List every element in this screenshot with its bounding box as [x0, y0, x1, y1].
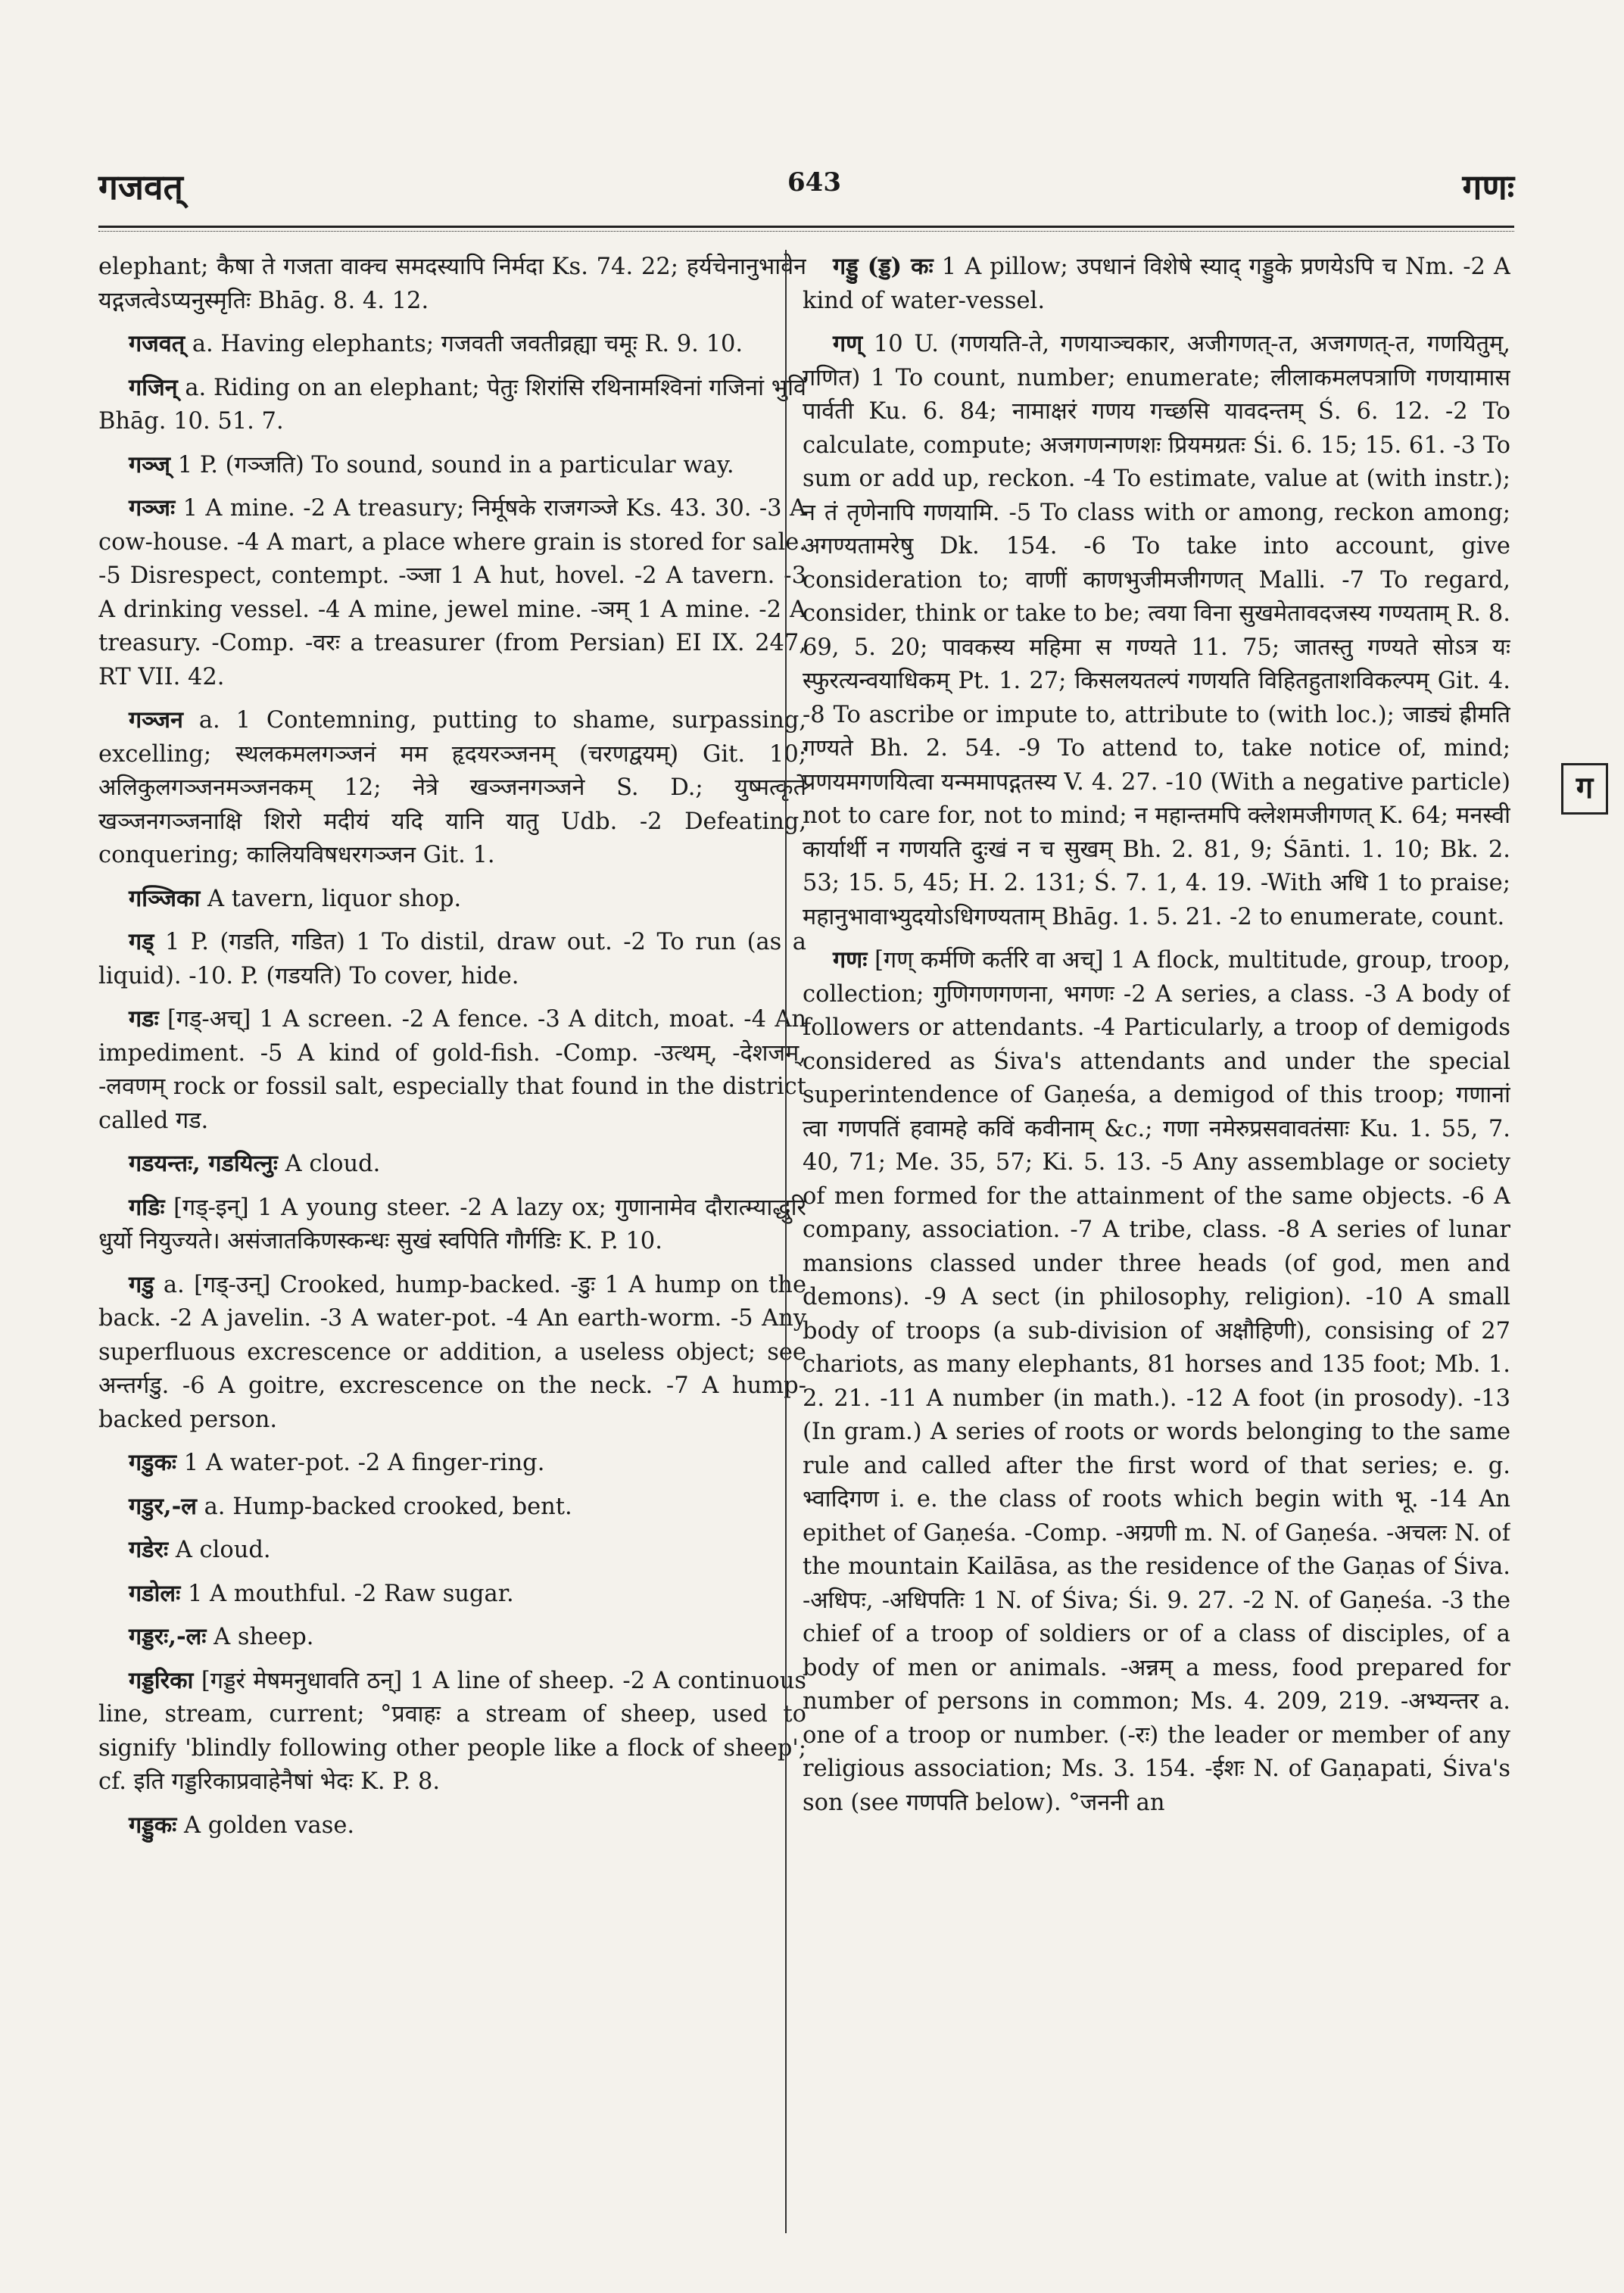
dictionary-entry [98, 1533, 806, 1568]
entry-text: 10 U. (गणयति-ते, गणयाञ्चकार, अजीगणत्-त, अजगणत्-त, गणयितुम्, गणित) 1 To count, number; enumerate; लीलाकमलपत्राणि गणयामास पार्वती Ku. 6. 84; नामाक्षरं गणय गच्छसि यावदन्तम् Ś. 6. 12. -2 To calculate, compute; अजगणन्गणशः प्रियमग्रतः Śi. 6. 15; 15. 61. -3 To sum or add up, reckon. -4 To estimate, value at (with instr.); न तं तृणेनापि गणयामि. -5 To class with or among, reckon among; अगण्यतामरेषु Dk. 154. -6 To take into account, give consideration to; वाणीं काणभुजीमजीगणत् Malli. -7 To regard, consider, think or take to be; त्वया विना सुखमेतावदजस्य गण्यताम् R. 8. 69, 5. 20; पावकस्य महिमा स गण्यते 11. 75; जातस्तु गण्यते सोऽत्र यः स्फुरत्यन्वयाधिकम् Pt. 1. 27; किसलयतल्पं गणयति विहितहुताशविकल्पम् Git. 4. -8 To ascribe or impute to, attribute to (with loc.); जाड्यं ह्रीमति गण्यते Bh. 2. 54. -9 To attend to, take notice of, mind; प्रणयमगणयित्वा यन्ममापद्गतस्य V. 4. 27. -10 (With a negative particle) not to care for, not to mind; न महान्तमपि क्लेशमजीगणत् K. 64; मनस्वी कार्यार्थी न गणयति दुःखं न च सुखम् Bh. 2. 81, 9; Śānti. 1. 10; Bk. 2. 53; 15. 5, 45; H. 2. 131; Ś. 7. 1, 4. 19. -With अधि 1 to praise; महानुभावाभ्युदयोऽधिगण्यताम् Bhāg. 1. 5. 21. -2 to enumerate, count. [803, 331, 1510, 930]
entry-headword: गडः [129, 1005, 159, 1033]
dictionary-entry [98, 882, 806, 917]
page-number: 643 [787, 167, 841, 198]
dictionary-entry [98, 1268, 806, 1438]
entry-headword: गञ्जः [129, 494, 176, 522]
entry-text: [गण् कर्मणि कर्तरि वा अच्] 1 A flock, multitude, group, troop, collection; गुणिगणगणना, भगणः -2 A series, a class. -3 A body of followers or attendants. -4 Particularly, a troop of demigods considered as Śiva's attendants and under the special superintendence of Gaṇeśa, a demigod of this troop; गणानां त्वा गणपतिं हवामहे कविं कवीनाम् &c.; गणा नमेरुप्रसवावतंसाः Ku. 1. 55, 7. 40, 71; Me. 35, 57; Ki. 5. 13. -5 Any assemblage or society of men formed for the attainment of the same objects. -6 A company, association. -7 A tribe, class. -8 A series of lunar mansions classed under three heads (of god, men and demons). -9 A sect (in philosophy, religion). -10 A small body of troops (a sub-division of अक्षौहिणी), consising of 27 chariots, as many elephants, 81 horses and 135 foot; Mb. 1. 2. 21. -11 A number (in math.). -12 A foot (in prosody). -13 (In gram.) A series of roots or words belonging to the same rule and called after the first word of that series; e. g. भ्वादिगण i. e. the class of roots which begin with भू. -14 An epithet of Gaṇeśa. -Comp. -अग्रणी m. N. of Gaṇeśa. -अचलः N. of the mountain Kailāsa, as the residence of the Gaṇas of Śiva. -अधिपः, -अधिपतिः 1 N. of Śiva; Śi. 9. 27. -2 N. of Gaṇeśa. -3 the chief of a troop of soldiers or of a class of disciples, of a body of men or animals. -अन्नम् a mess, food prepared for number of persons in common; Ms. 4. 209, 219. -अभ्यन्तर a. one of a troop or number. (-रः) the leader or member of any religious association; Ms. 3. 154. -ईशः N. of Gaṇapati, Śiva's son (see गणपति below). °जननी an [803, 947, 1510, 1816]
entry-headword: गड्डरिका [129, 1666, 194, 1694]
dictionary-entry [98, 703, 806, 873]
dictionary-entry [98, 1002, 806, 1138]
entry-text: a. [गड्-उन्] Crooked, hump-backed. -डुः 1 A hump on the back. -2 A javelin. -3 A water-pot. -4 An earth-worm. -5 Any superfluous excrescence or addition, a useless object; see अन्तर्गडु. -6 A goitre, excrescence on the neck. -7 A hump-backed person. [98, 1271, 806, 1433]
entry-text: A tavern, liquor shop. [207, 885, 462, 912]
dictionary-entry [98, 250, 806, 318]
dictionary-entry [98, 1577, 806, 1612]
entry-headword: गडुर,-ल [129, 1492, 197, 1520]
entry-headword: गडोलः [129, 1579, 181, 1607]
entry-text: A cloud. [285, 1151, 381, 1177]
dictionary-entry [803, 943, 1510, 1820]
header-dotted-rule [98, 231, 1514, 232]
entry-headword: गण् [833, 330, 863, 357]
entry-text: 1 P. (गडति, गडित) 1 To distil, draw out. -2 To run (as a liquid). -10. P. (गडयति) To cover, hide. [98, 929, 806, 989]
entry-text: a. 1 Contemning, putting to shame, surpassing, excelling; स्थलकमलगञ्जनं मम हृदयरञ्जनम् (चरणद्वयम्) Git. 10; अलिकुलगञ्जनमञ्जनकम् 12; नेत्रे खञ्जनगञ्जने S. D.; युष्मत्कृते खञ्जनगञ्जनाक्षि शिरो मदीयं यदि यानि यातु Udb. -2 Defeating, conquering; कालियविषधरगञ्जन Git. 1. [98, 707, 806, 868]
entry-headword: गणः [833, 946, 868, 974]
dictionary-entry [98, 448, 806, 483]
page-header [98, 163, 1514, 208]
entry-headword: गडयन्तः, गडयित्नुः [129, 1150, 278, 1177]
dictionary-entry [98, 1191, 806, 1259]
dictionary-entry [98, 1809, 806, 1843]
dictionary-entry [803, 327, 1510, 934]
dictionary-entry [98, 491, 806, 694]
entry-text: A cloud. [175, 1537, 271, 1563]
header-rule [98, 226, 1514, 228]
entry-text: a. Riding on an elephant; पेतुः शिरांसि रथिनामश्विनां गजिनां भुवि Bhāg. 10. 51. 7. [98, 374, 806, 435]
entry-text: a. Having elephants; गजवती जवतीव्रह्या चमूः R. 9. 10. [192, 331, 743, 357]
entry-text: A golden vase. [184, 1812, 355, 1839]
entry-text: [गड्डरं मेषमनुधावति ठन्] 1 A line of sheep. -2 A continuous line, stream, current; °प्रवाहः a stream of sheep, used to signify 'blindly following other people like a flock of sheep'; cf. इति गड्डरिकाप्रवाहेनैषां भेदः K. P. 8. [98, 1667, 806, 1795]
dictionary-entry [98, 925, 806, 993]
entry-headword: गञ्जन [129, 706, 183, 734]
entry-headword: गञ्ज् [129, 450, 171, 478]
entry-headword: गडेरः [129, 1536, 169, 1563]
entry-text: A sheep. [214, 1624, 314, 1650]
dictionary-entry [98, 1147, 806, 1182]
dictionary-entry [98, 327, 806, 362]
entry-headword: गड्डु (ड्ड) कः [833, 253, 934, 280]
entry-text: 1 P. (गञ्जति) To sound, sound in a particular way. [177, 451, 734, 478]
right-column [803, 250, 1510, 2233]
dictionary-entry [803, 250, 1510, 318]
entry-text: [गड्-अच्] 1 A screen. -2 A fence. -3 A ditch, moat. -4 An impediment. -5 A kind of gold-fish. -Comp. -उत्थम्, -देशजम्, -लवणम् rock or fossil salt, especially that found in the district called गड. [98, 1006, 806, 1134]
entry-text: [गड्-इन्] 1 A young steer. -2 A lazy ox; गुणानामेव दौरात्म्याद्धुरि धुर्यो नियुज्यते। असंजातकिणस्कन्धः सुखं स्वपिति गौर्गडिः K. P. 10. [98, 1194, 806, 1254]
entry-headword: गड्डरः,-लः [129, 1623, 207, 1650]
left-running-headword: गजवत् [98, 167, 183, 207]
dictionary-entry [98, 1620, 806, 1655]
entry-text: 1 A pillow; उपधानं विशेषे स्याद् गड्डुके प्रणयेऽपि च Nm. -2 A kind of water-vessel. [803, 254, 1510, 314]
entry-headword: गडु [129, 1270, 154, 1298]
left-column [98, 250, 806, 2233]
entry-headword: गजिन् [129, 373, 178, 401]
right-running-headword: गणः [1462, 167, 1514, 207]
dictionary-entry [98, 1664, 806, 1799]
dictionary-entry [98, 1446, 806, 1481]
entry-headword: गजवत् [129, 330, 185, 357]
entry-headword: गडुकः [129, 1449, 177, 1476]
entry-text: 1 A mouthful. -2 Raw sugar. [187, 1580, 514, 1607]
dictionary-entry [98, 1490, 806, 1525]
column-divider [785, 250, 787, 2233]
entry-text: 1 A mine. -2 A treasury; निर्मूषके राजगञ्जे Ks. 43. 30. -3 A cow-house. -4 A mart, a place where grain is stored for sale. -5 Disrespect, contempt. -ञ्जा 1 A hut, hovel. -2 A tavern. -3 A drinking vessel. -4 A mine, jewel mine. -ञम् 1 A mine. -2 A treasury. -Comp. -वरः a treasurer (from Persian) EI IX. 247, RT VII. 42. [98, 495, 806, 690]
letter-thumb-tab: ग [1561, 763, 1608, 815]
entry-text: 1 A water-pot. -2 A finger-ring. [183, 1450, 545, 1476]
dictionary-entry [98, 371, 806, 439]
entry-headword: गड् [129, 928, 154, 955]
entry-headword: गञ्जिका [129, 884, 201, 912]
entry-headword: गडिः [129, 1193, 165, 1221]
entry-text: a. Hump-backed crooked, bent. [204, 1493, 572, 1520]
entry-text: elephant; कैषा ते गजता वाक्च समदस्यापि निर्मदा Ks. 74. 22; हर्यचेनानुभावेन यद्गजत्वेऽप्यनुस्मृतिः Bhāg. 8. 4. 12. [98, 254, 806, 314]
entry-headword: गड्डुकः [129, 1811, 177, 1839]
